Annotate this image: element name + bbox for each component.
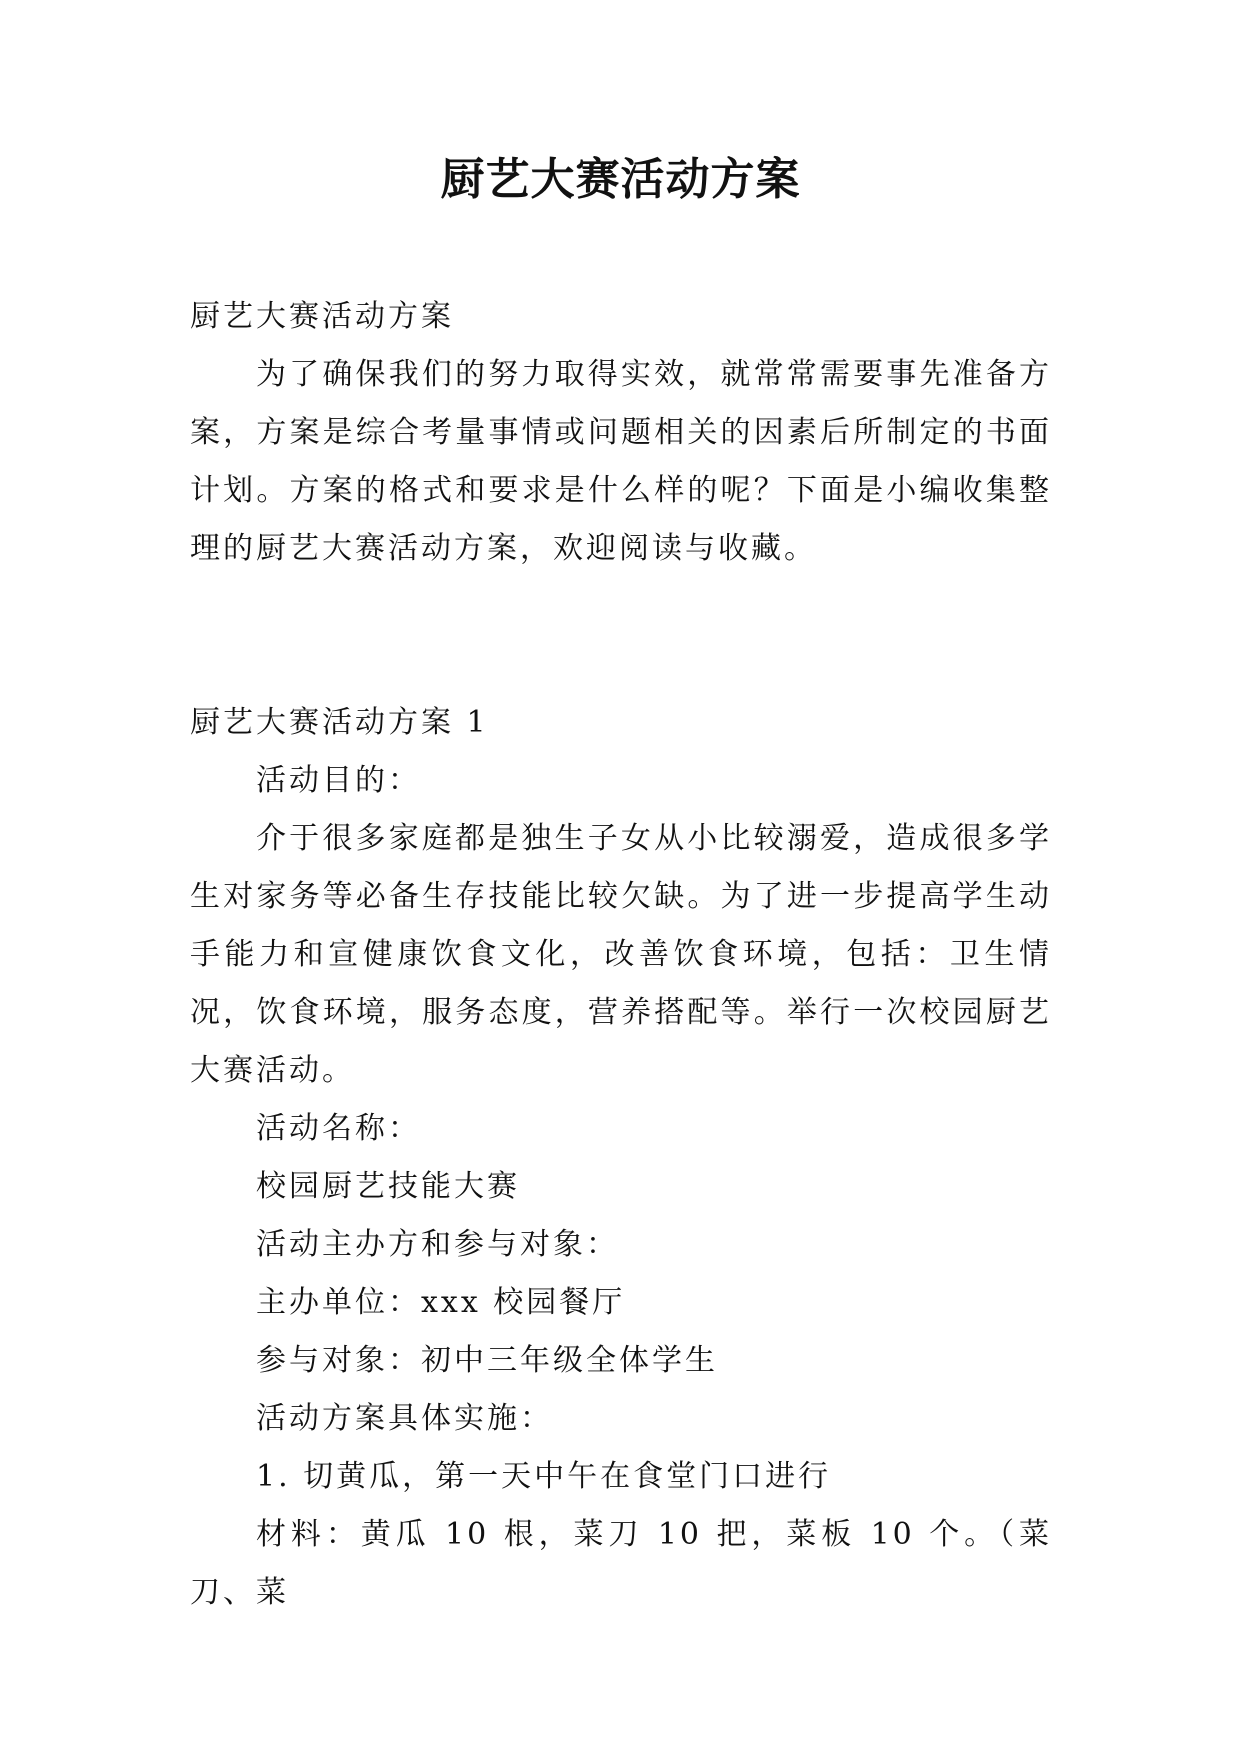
section-1-heading: 厨艺大赛活动方案 1 (190, 705, 489, 740)
implementation-label: 活动方案具体实施： (256, 1401, 553, 1436)
organizer-text: 主办单位：xxx 校园餐厅 (256, 1285, 626, 1320)
organizer-label: 活动主办方和参与对象： (256, 1227, 619, 1262)
activity-name-label: 活动名称： (256, 1111, 421, 1146)
participants-text: 参与对象：初中三年级全体学生 (256, 1343, 718, 1378)
intro-heading: 厨艺大赛活动方案 (190, 299, 454, 334)
purpose-label: 活动目的： (256, 763, 421, 798)
document-body (190, 288, 1052, 1622)
document-title: 厨艺大赛活动方案 (440, 154, 801, 205)
purpose-paragraph: 介于很多家庭都是独生子女从小比较溺爱，造成很多学生对家务等必备生存技能比较欠缺。为了进一步提高学生动手能力和宣健康饮食文化，改善饮食环境，包括：卫生情况，饮食环境，服务态度，营养搭配等。举行一次校园厨艺大赛活动。 (190, 821, 1052, 1088)
intro-paragraph: 为了确保我们的努力取得实效，就常常需要事先准备方案，方案是综合考量事情或问题相关的因素后所制定的书面计划。方案的格式和要求是什么样的呢？下面是小编收集整理的厨艺大赛活动方案，欢迎阅读与收藏。 (190, 357, 1052, 566)
step-1-text: 1. 切黄瓜，第一天中午在食堂门口进行 (256, 1459, 832, 1494)
materials-text: 材料：黄瓜 10 根，菜刀 10 把，菜板 10 个。（菜刀、菜 (190, 1517, 1052, 1610)
activity-name-text: 校园厨艺技能大赛 (256, 1169, 520, 1204)
section-spacer (190, 578, 1052, 694)
